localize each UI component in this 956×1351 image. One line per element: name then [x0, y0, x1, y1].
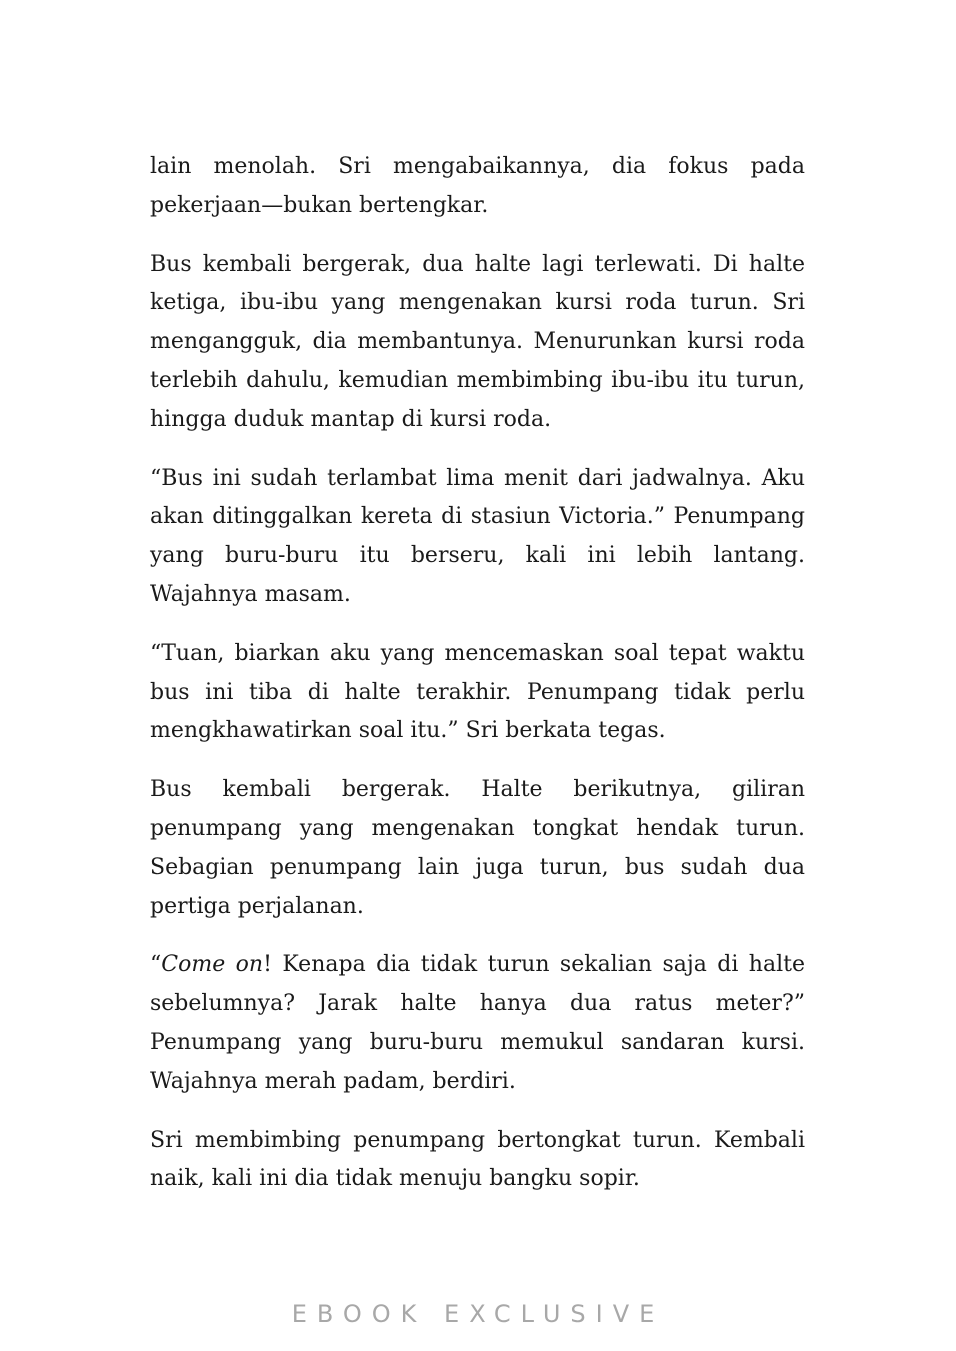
paragraph-3: “Bus ini sudah terlambat lima menit dari jadwalnya. Aku akan ditinggalkan kereta di stasiun Victoria.” Penumpang yang buru-buru itu berseru, kali ini lebih lantang. Wajahnya masam.: [150, 465, 805, 607]
footer-label: EBOOK EXCLUSIVE: [291, 1300, 665, 1328]
page-body: [150, 148, 805, 1219]
paragraph-2: Bus kembali bergerak, dua halte lagi terlewati. Di halte ketiga, ibu-ibu yang mengenakan kursi roda turun. Sri mengangguk, dia membantunya. Menurunkan kursi roda terlebih dahulu, kemudian membimbing ibu-ibu itu turun, hingga duduk mantap di kursi roda.: [150, 251, 805, 432]
paragraph-1: lain menolah. Sri mengabaikannya, dia fokus pada pekerjaan—bukan bertengkar.: [150, 154, 805, 218]
italic-phrase: Come on: [161, 952, 264, 978]
paragraph-6-rest: ! Kenapa dia tidak turun sekalian saja di halte sebelumnya? Jarak halte hanya dua ratus meter?” Penumpang yang buru-buru memukul sandaran kursi. Wajahnya merah padam, berdiri.: [150, 952, 805, 1094]
paragraph-4: “Tuan, biarkan aku yang mencemaskan soal tepat waktu bus ini tiba di halte terakhir. Penumpang tidak perlu mengkhawatirkan soal itu.” Sri berkata tegas.: [150, 640, 805, 744]
paragraph-6: [150, 946, 805, 1101]
paragraph-7: Sri membimbing penumpang bertongkat turun. Kembali naik, kali ini dia tidak menuju bangku sopir.: [150, 1127, 805, 1192]
paragraph-5: Bus kembali bergerak. Halte berikutnya, giliran penumpang yang mengenakan tongkat hendak turun. Sebagian penumpang lain juga turun, bus sudah dua pertiga perjalanan.: [150, 777, 805, 919]
open-quote: “: [150, 952, 162, 978]
